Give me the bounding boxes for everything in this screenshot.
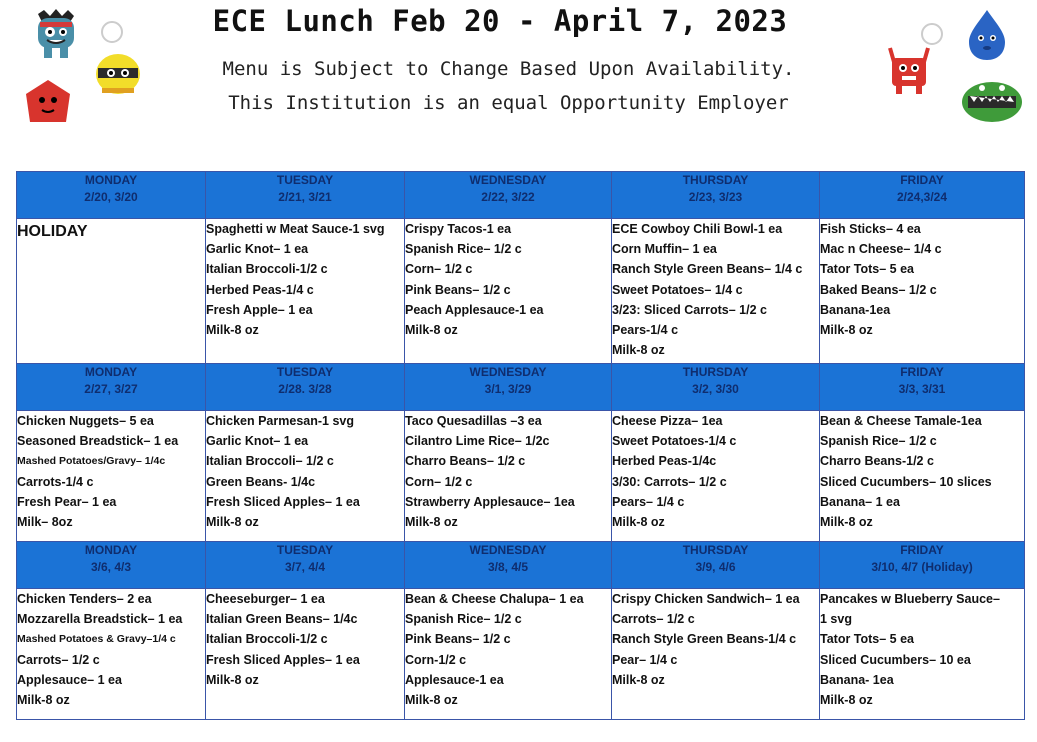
menu-item: Chicken Parmesan-1 svg <box>206 414 354 428</box>
menu-item: Bean & Cheese Tamale-1ea <box>820 414 982 428</box>
teal-monster-icon <box>30 8 82 64</box>
menu-item: Tator Tots– 5 ea <box>820 262 915 277</box>
red-crab-monster-icon <box>884 44 934 98</box>
menu-item: Banana-1ea <box>820 302 891 317</box>
week-1-header-row <box>17 172 1025 219</box>
day-name: TUESDAY <box>276 543 334 557</box>
day-header-thursday <box>612 364 820 411</box>
day-name: WEDNESDAY <box>469 173 547 187</box>
menu-item: Banana- 1ea <box>820 672 894 687</box>
day-dates: 3/3, 3/31 <box>898 382 946 396</box>
week-3-header-row <box>17 542 1025 589</box>
blue-drop-monster-icon <box>965 8 1009 62</box>
menu-item: Spanish Rice– 1/2 c <box>405 242 522 257</box>
day-name: THURSDAY <box>682 543 749 557</box>
menu-cell-monday <box>17 589 206 720</box>
menu-item: Corn-1/2 c <box>405 652 467 667</box>
menu-item: Taco Quesadillas –3 ea <box>405 414 542 428</box>
day-name: FRIDAY <box>900 173 944 187</box>
menu-item: Applesauce– 1 ea <box>17 672 122 687</box>
menu-item: Milk-8 oz <box>405 323 458 338</box>
menu-cell-monday <box>17 411 206 542</box>
menu-cell-thursday <box>612 589 820 720</box>
menu-item: Spanish Rice– 1/2 c <box>820 434 937 449</box>
day-dates: 2/23, 3/23 <box>688 190 743 204</box>
menu-item: Milk-8 oz <box>820 693 873 708</box>
day-name: TUESDAY <box>276 365 334 379</box>
day-name: TUESDAY <box>276 173 334 187</box>
menu-item: Pink Beans– 1/2 c <box>405 282 511 297</box>
day-dates: 3/10, 4/7 (Holiday) <box>871 560 973 574</box>
day-header-thursday <box>612 172 820 219</box>
menu-item: Italian Green Beans– 1/4c <box>206 612 358 627</box>
menu-item: Sliced Cucumbers– 10 ea <box>820 652 971 667</box>
menu-cell-tuesday <box>206 411 405 542</box>
day-dates: 3/6, 4/3 <box>90 560 132 574</box>
day-name: FRIDAY <box>900 543 944 557</box>
day-dates: 2/22, 3/22 <box>481 190 535 204</box>
week-1-menu-row <box>17 219 1025 364</box>
day-header-friday <box>820 172 1025 219</box>
menu-item: Sweet Potatoes– 1/4 c <box>612 282 743 297</box>
menu-cell-wednesday <box>405 589 612 720</box>
menu-item: Ranch Style Green Beans-1/4 c <box>612 632 797 647</box>
menu-item: Sliced Cucumbers– 10 slices <box>820 474 992 489</box>
day-name: WEDNESDAY <box>469 543 547 557</box>
day-header-tuesday <box>206 172 405 219</box>
day-header-wednesday <box>405 542 612 589</box>
menu-cell-thursday <box>612 411 820 542</box>
menu-item: Corn Muffin– 1 ea <box>612 242 717 257</box>
menu-item: Carrots– 1/2 c <box>612 612 695 627</box>
menu-item: Italian Broccoli-1/2 c <box>206 262 328 277</box>
menu-item: Corn– 1/2 c <box>405 262 473 277</box>
menu-item: Pears– 1/4 c <box>612 494 685 509</box>
menu-item: Pears-1/4 c <box>612 323 679 338</box>
menu-item: Tator Tots– 5 ea <box>820 632 915 647</box>
menu-item: Seasoned Breadstick– 1 ea <box>17 434 179 449</box>
menu-item: Fresh Sliced Apples– 1 ea <box>206 652 360 667</box>
menu-cell-friday <box>820 219 1025 364</box>
week-3-menu-row <box>17 589 1025 720</box>
menu-item: Chicken Nuggets– 5 ea <box>17 414 154 428</box>
week-2-header-row <box>17 364 1025 411</box>
day-name: MONDAY <box>84 365 138 379</box>
day-dates: 3/2, 3/30 <box>692 382 739 396</box>
day-dates: 3/7, 4/4 <box>284 560 326 574</box>
menu-item: Green Beans- 1/4c <box>206 474 316 489</box>
speech-bubble-icon <box>920 22 944 46</box>
menu-cell-monday <box>17 219 206 364</box>
menu-cell-wednesday <box>405 219 612 364</box>
menu-item: Carrots– 1/2 c <box>17 652 100 667</box>
menu-item: Fresh Apple– 1 ea <box>206 302 313 317</box>
menu-item: ECE Cowboy Chili Bowl-1 ea <box>612 222 783 236</box>
menu-item: Mashed Potatoes & Gravy–1/4 c <box>17 633 176 646</box>
menu-item: Italian Broccoli– 1/2 c <box>206 454 334 469</box>
menu-item: Corn– 1/2 c <box>405 474 473 489</box>
day-header-wednesday <box>405 172 612 219</box>
menu-item: Milk– 8oz <box>17 515 73 530</box>
page-title: ECE Lunch Feb 20 - April 7, 2023 <box>212 4 788 38</box>
menu-item: Cheeseburger– 1 ea <box>206 592 325 606</box>
menu-item: Baked Beans– 1/2 c <box>820 282 937 297</box>
day-name: THURSDAY <box>682 173 749 187</box>
menu-item: Mashed Potatoes/Gravy– 1/4c <box>17 455 166 468</box>
menu-item: Applesauce-1 ea <box>405 672 504 687</box>
day-header-monday <box>17 364 206 411</box>
menu-item: Milk-8 oz <box>820 323 873 338</box>
menu-item: Milk-8 oz <box>405 693 458 708</box>
menu-item: Pancakes w Blueberry Sauce– <box>820 592 1000 606</box>
menu-item: Crispy Chicken Sandwich– 1 ea <box>612 592 800 606</box>
day-dates: 2/20, 3/20 <box>84 190 138 204</box>
menu-item: Milk-8 oz <box>612 343 665 358</box>
day-name: WEDNESDAY <box>469 365 547 379</box>
lunch-menu-table <box>16 171 1025 720</box>
day-dates: 2/24,3/24 <box>896 190 948 204</box>
day-header-tuesday <box>206 364 405 411</box>
menu-item: Pink Beans– 1/2 c <box>405 632 511 647</box>
menu-item: Sweet Potatoes-1/4 c <box>612 434 737 449</box>
menu-item: Italian Broccoli-1/2 c <box>206 632 328 647</box>
day-header-friday <box>820 364 1025 411</box>
menu-item: Garlic Knot– 1 ea <box>206 242 309 257</box>
menu-item: Charro Beans-1/2 c <box>820 454 934 469</box>
menu-item: Spaghetti w Meat Sauce-1 svg <box>206 222 385 236</box>
menu-item: Bean & Cheese Chalupa– 1 ea <box>405 592 584 606</box>
day-dates: 2/21, 3/21 <box>278 190 332 204</box>
menu-cell-tuesday <box>206 219 405 364</box>
day-header-tuesday <box>206 542 405 589</box>
day-dates: 3/8, 4/5 <box>487 560 529 574</box>
menu-cell-tuesday <box>206 589 405 720</box>
day-name: THURSDAY <box>682 365 749 379</box>
menu-item: Milk-8 oz <box>820 515 873 530</box>
menu-item: Milk-8 oz <box>206 323 259 338</box>
menu-item: Fresh Pear– 1 ea <box>17 494 117 509</box>
menu-item: Strawberry Applesauce– 1ea <box>405 494 575 509</box>
red-monster-icon <box>22 78 74 130</box>
menu-item: Milk-8 oz <box>405 515 458 530</box>
menu-item: Mozzarella Breadstick– 1 ea <box>17 612 183 627</box>
menu-item: Carrots-1/4 c <box>17 474 94 489</box>
day-dates: 3/1, 3/29 <box>484 382 532 396</box>
menu-cell-friday <box>820 589 1025 720</box>
yellow-monster-icon <box>92 48 144 100</box>
day-header-monday <box>17 542 206 589</box>
menu-item: Cheese Pizza– 1ea <box>612 414 723 428</box>
menu-item: Milk-8 oz <box>612 672 665 687</box>
menu-item: Cilantro Lime Rice– 1/2c <box>405 434 550 449</box>
menu-item: Charro Beans– 1/2 c <box>405 454 526 469</box>
menu-cell-thursday <box>612 219 820 364</box>
menu-item: Chicken Tenders– 2 ea <box>17 592 152 606</box>
menu-cell-friday <box>820 411 1025 542</box>
day-dates: 2/27, 3/27 <box>84 382 138 396</box>
day-dates: 3/9, 4/6 <box>695 560 736 574</box>
menu-item: Fresh Sliced Apples– 1 ea <box>206 494 360 509</box>
menu-item: Banana– 1 ea <box>820 494 900 509</box>
day-header-wednesday <box>405 364 612 411</box>
day-header-monday <box>17 172 206 219</box>
menu-item: Mac n Cheese– 1/4 c <box>820 242 942 257</box>
holiday-label: HOLIDAY <box>17 223 88 240</box>
menu-item: Garlic Knot– 1 ea <box>206 434 309 449</box>
green-monster-icon <box>960 78 1024 124</box>
menu-cell-wednesday <box>405 411 612 542</box>
day-header-friday <box>820 542 1025 589</box>
day-name: MONDAY <box>84 173 138 187</box>
menu-item: Milk-8 oz <box>17 693 70 708</box>
day-name: FRIDAY <box>900 365 944 379</box>
menu-item: Crispy Tacos-1 ea <box>405 222 512 236</box>
subtitle-availability: Menu is Subject to Change Based Upon Availability. <box>222 58 795 80</box>
day-dates: 2/28. 3/28 <box>278 382 332 396</box>
menu-item: 3/23: Sliced Carrots– 1/2 c <box>612 302 767 317</box>
menu-item: Ranch Style Green Beans– 1/4 c <box>612 262 803 277</box>
day-name: MONDAY <box>84 543 138 557</box>
week-2-menu-row <box>17 411 1025 542</box>
menu-item: Fish Sticks– 4 ea <box>820 222 921 236</box>
menu-item: 3/30: Carrots– 1/2 c <box>612 474 727 489</box>
speech-bubble-icon <box>100 20 124 44</box>
menu-item: Peach Applesauce-1 ea <box>405 302 544 317</box>
menu-item: Spanish Rice– 1/2 c <box>405 612 522 627</box>
menu-item: Pear– 1/4 c <box>612 652 678 667</box>
menu-item: 1 svg <box>820 612 852 627</box>
menu-item: Milk-8 oz <box>206 515 259 530</box>
day-header-thursday <box>612 542 820 589</box>
menu-item: Herbed Peas-1/4 c <box>206 282 314 297</box>
menu-item: Milk-8 oz <box>206 672 259 687</box>
subtitle-equal-opportunity: This Institution is an equal Opportunity Employer <box>228 92 789 114</box>
menu-item: Milk-8 oz <box>612 515 665 530</box>
menu-item: Herbed Peas-1/4c <box>612 454 717 469</box>
